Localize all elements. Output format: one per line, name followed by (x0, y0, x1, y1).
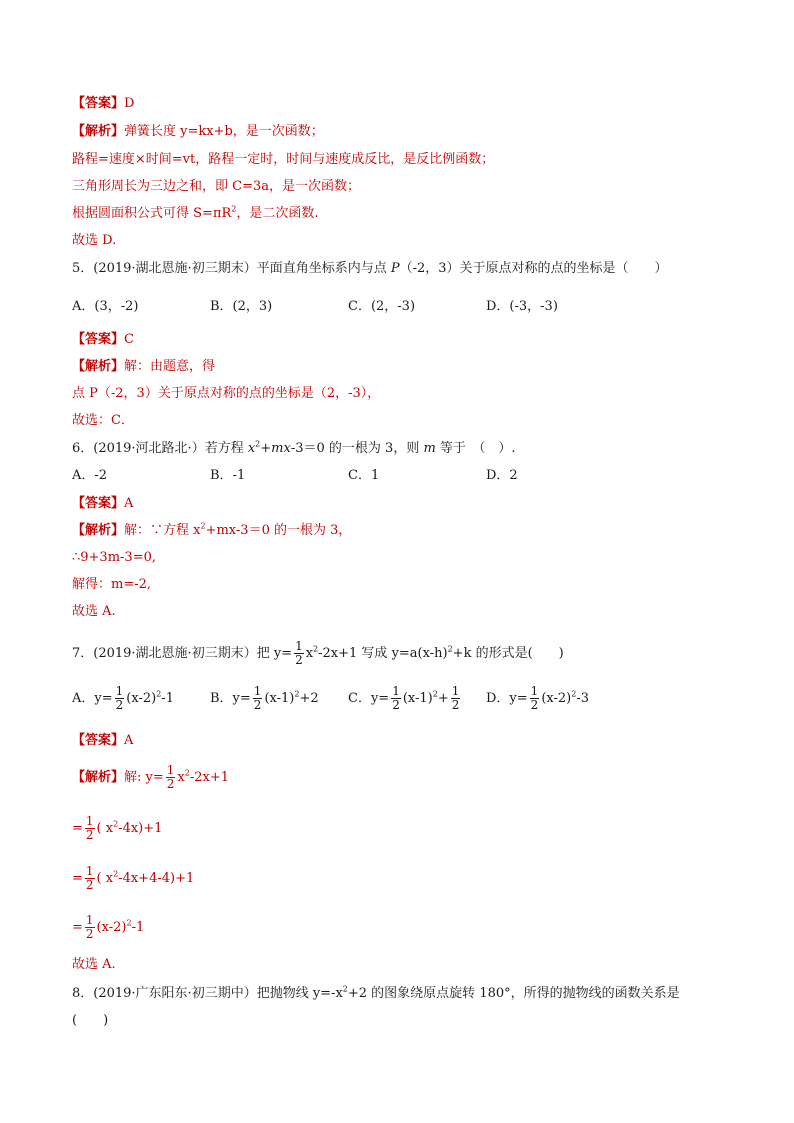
q6-var-m: m (423, 441, 436, 456)
q4-analysis-line-1 (72, 123, 324, 141)
equals-sign: = (72, 920, 83, 935)
fraction-denominator: 2 (530, 698, 539, 712)
q4-answer-line (72, 95, 134, 113)
q7-conclusion: 故选 A. (72, 957, 116, 972)
q7-analysis-text-1-end: -2x+1 (189, 770, 230, 785)
q4-analysis-text-1: 弹簧长度 y=kx+b，是一次函数； (124, 124, 324, 139)
fraction-denominator: 2 (392, 698, 400, 712)
fraction-one-half (451, 685, 461, 712)
q7-step-1-text: ( x (96, 821, 114, 836)
q6-stem-text-mid: -3＝0 的一根为 3，则 (290, 441, 424, 456)
superscript: 2 (184, 768, 190, 778)
q7-option-a (72, 685, 174, 713)
option-expression-end: -3 (576, 691, 589, 706)
q4-analysis-line-2: 路程=速度×时间=vt，路程一定时，时间与速度成反比，是反比例函数； (72, 152, 495, 167)
fraction-numerator: 1 (295, 639, 303, 653)
q7-analysis-text-1: 解: y= (124, 770, 164, 785)
option-prefix: A．y= (72, 691, 113, 706)
superscript: 2 (113, 869, 119, 879)
q7-step-1-end: -4x)+1 (118, 821, 163, 836)
q7-option-c (348, 685, 462, 713)
q7-step-3-end: -1 (131, 920, 145, 935)
q4-analysis-line-4 (72, 205, 319, 223)
fraction-one-half (166, 764, 176, 791)
fraction-numerator: 1 (392, 684, 400, 698)
q7-option-d (486, 685, 589, 713)
answer-label: 【答案】 (72, 96, 125, 111)
q5-option-d: D．(-3，-3) (486, 299, 558, 314)
q7-stem-text-end: +k 的形式是( ) (452, 646, 564, 661)
superscript: 2 (294, 689, 300, 699)
option-expression-end: + (437, 691, 449, 706)
q6-analysis-text-1: 解：∵方程 x (124, 523, 201, 538)
option-prefix: B．y= (210, 691, 251, 706)
superscript: 2 (313, 644, 319, 654)
fraction-denominator: 2 (115, 698, 124, 712)
fraction-numerator: 1 (85, 864, 94, 878)
analysis-label: 【解析】 (72, 770, 125, 785)
fraction-one-half (253, 685, 263, 712)
answer-label: 【答案】 (72, 496, 125, 511)
fraction-numerator: 1 (115, 684, 124, 698)
fraction-numerator: 1 (166, 763, 175, 777)
q6-option-c: C．1 (348, 468, 380, 483)
fraction-numerator: 1 (85, 814, 94, 828)
q5-answer-line (72, 331, 134, 349)
superscript: 2 (432, 689, 438, 699)
option-prefix: C．y= (348, 691, 390, 706)
q6-conclusion: 故选 A. (72, 604, 116, 619)
q5-stem (72, 260, 668, 278)
fraction-one-half (530, 685, 540, 712)
equals-sign: = (72, 821, 83, 836)
option-expression: (x-1) (402, 691, 433, 706)
q7-step-3-text: (x-2) (96, 920, 127, 935)
q5-analysis-line-1 (72, 358, 215, 376)
analysis-label: 【解析】 (72, 523, 125, 538)
fraction-numerator: 1 (85, 913, 94, 927)
fraction-one-half (294, 640, 304, 667)
q8-stem-line-1 (72, 985, 680, 1003)
superscript: 2 (113, 819, 119, 829)
q5-answer: C (124, 332, 134, 347)
q5-option-a: A．(3，-2) (72, 299, 139, 314)
q4-analysis-line-3: 三角形周长为三边之和，即 C=3a，是一次函数； (72, 179, 360, 194)
fraction-numerator: 1 (253, 684, 262, 698)
q5-option-b: B．(2，3) (210, 299, 273, 314)
fraction-denominator: 2 (85, 927, 94, 941)
q8-stem-line-2: ( ) (72, 1013, 109, 1028)
q8-stem-text-end: +2 的图象绕原点旋转 180°，所得的抛物线的函数关系是 (347, 986, 680, 1001)
fraction-one-half (391, 685, 401, 712)
q6-option-a: A．-2 (72, 468, 108, 483)
superscript: 2 (447, 644, 453, 654)
q5-option-c: C．(2，-3) (348, 299, 416, 314)
fraction-denominator: 2 (85, 878, 94, 892)
q7-answer-line (72, 732, 133, 750)
q7-analysis-x: x (177, 770, 185, 785)
fraction-numerator: 1 (451, 684, 460, 698)
q8-stem-text: 8．(2019·广东阳东·初三期中）把抛物线 y=-x (72, 986, 343, 1001)
q6-var-mx: mx (271, 441, 291, 456)
q6-plus: + (260, 441, 272, 456)
fraction-denominator: 2 (295, 653, 303, 667)
q7-step-2 (72, 865, 194, 893)
analysis-label: 【解析】 (72, 359, 125, 374)
option-expression: (x-2) (541, 691, 572, 706)
fraction-one-half (85, 865, 95, 892)
q5-analysis-line-2: 点 P（-2，3）关于原点对称的点的坐标是（2，-3）， (72, 386, 381, 401)
q6-analysis-line-3: 解得：m=-2, (72, 577, 152, 592)
equals-sign: = (72, 871, 83, 886)
q6-stem-text: 6．(2019·河北路北·）若方程 (72, 441, 248, 456)
q6-analysis-line-1 (72, 522, 351, 540)
option-prefix: D．y= (486, 691, 528, 706)
fraction-one-half (115, 685, 125, 712)
option-expression-end: +2 (299, 691, 319, 706)
q7-analysis-line-1 (72, 764, 229, 792)
q7-stem-text-mid: -2x+1 写成 y=a(x-h) (318, 646, 448, 661)
q7-step-2-text: ( x (96, 871, 114, 886)
option-expression-end: -1 (161, 691, 174, 706)
q4-analysis-text-4: 根据圆面积公式可得 S=πR (72, 206, 232, 221)
q6-analysis-text-1-end: +mx-3＝0 的一根为 3， (205, 523, 352, 538)
q7-stem-text: 7．(2019·湖北恩施·初三期末）把 y= (72, 646, 293, 661)
q7-step-1 (72, 815, 162, 843)
fraction-denominator: 2 (253, 698, 262, 712)
option-expression: (x-1) (264, 691, 295, 706)
fraction-denominator: 2 (166, 777, 175, 791)
superscript: 2 (571, 689, 577, 699)
q6-option-b: B．-1 (210, 468, 246, 483)
q4-conclusion: 故选 D. (72, 233, 117, 248)
q7-option-b (210, 685, 319, 713)
q6-stem (72, 440, 516, 458)
q7-step-3 (72, 914, 144, 942)
q7-answer: A (124, 733, 134, 748)
q5-stem-text-end: （-2，3）关于原点对称的点的坐标是（ ） (399, 261, 668, 276)
superscript: 2 (342, 984, 348, 994)
q4-analysis-text-4-end: ，是二次函数. (236, 206, 319, 221)
superscript: 2 (156, 689, 162, 699)
q7-stem (72, 640, 564, 668)
analysis-label: 【解析】 (72, 124, 125, 139)
q6-option-d: D．2 (486, 468, 518, 483)
superscript: 2 (200, 521, 206, 531)
option-expression: (x-2) (126, 691, 157, 706)
q7-stem-x: x (305, 646, 314, 661)
q4-answer: D (124, 96, 135, 111)
superscript: 2 (255, 439, 261, 449)
q7-step-2-end: -4x+4-4)+1 (118, 871, 195, 886)
q5-stem-text: 5．(2019·湖北恩施·初三期末）平面直角坐标系内与点 (72, 261, 391, 276)
answer-label: 【答案】 (72, 332, 125, 347)
fraction-one-half (85, 815, 95, 842)
fraction-one-half (85, 914, 95, 941)
q5-point-label: P (390, 261, 400, 276)
fraction-denominator: 2 (451, 698, 460, 712)
q6-var-x: x (247, 441, 256, 456)
q5-conclusion: 故选：C． (72, 413, 134, 428)
q6-stem-text-end: 等于 （ ）. (435, 441, 516, 456)
fraction-denominator: 2 (85, 828, 94, 842)
q5-analysis-text-1: 解：由题意，得 (124, 359, 216, 374)
fraction-numerator: 1 (530, 684, 539, 698)
superscript: 2 (231, 204, 237, 214)
answer-label: 【答案】 (72, 733, 125, 748)
superscript: 2 (126, 918, 132, 928)
q6-analysis-line-2: ∴9+3m-3=0, (72, 550, 156, 565)
q6-answer-line (72, 495, 133, 513)
q6-answer: A (124, 496, 134, 511)
